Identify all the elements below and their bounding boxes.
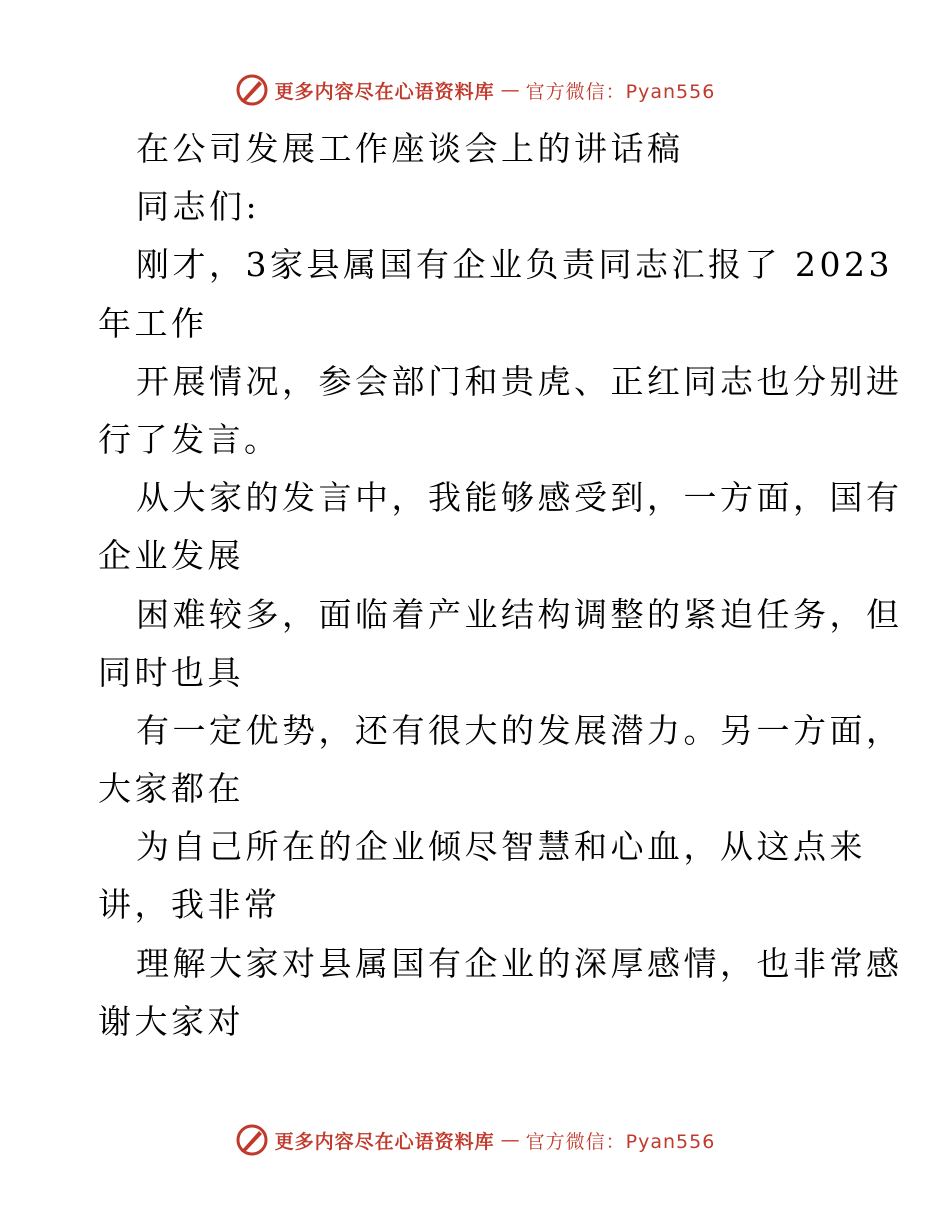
document-line: 行了发言。	[98, 419, 281, 459]
document-line: 同志们:	[136, 187, 261, 227]
document-body	[98, 120, 903, 1051]
banner-wechat: 官方微信：Pyan556	[525, 1130, 716, 1153]
document-line: 同时也具	[98, 652, 244, 692]
document-line: 企业发展	[98, 536, 244, 576]
quill-pen-circle-icon	[235, 1123, 269, 1157]
footer-banner	[0, 1120, 950, 1160]
header-banner	[0, 70, 950, 110]
document-line: 讲，我非常	[98, 885, 281, 925]
banner-title: 更多内容尽在心语资料库	[274, 1130, 495, 1153]
quill-pen-circle-icon	[235, 73, 269, 107]
document-line: 有一定优势，还有很大的发展潜力。另一方面，	[136, 710, 903, 750]
document-line: 年工作	[98, 303, 208, 343]
banner-separator: —	[500, 79, 520, 101]
banner-wechat: 官方微信：Pyan556	[525, 80, 716, 103]
document-line: 刚才，3家县属国有企业负责同志汇报了 2023	[136, 245, 893, 285]
document-line: 在公司发展工作座谈会上的讲话稿	[136, 129, 684, 168]
document-line: 困难较多，面临着产业结构调整的紧迫任务，但	[136, 594, 903, 634]
document-line: 为自己所在的企业倾尽智慧和心血，从这点来	[136, 827, 866, 867]
document-line: 大家都在	[98, 769, 244, 809]
document-line: 从大家的发言中，我能够感受到，一方面，国有	[136, 478, 903, 518]
banner-title: 更多内容尽在心语资料库	[274, 80, 495, 103]
document-line: 谢大家对	[98, 1001, 244, 1041]
banner-separator: —	[500, 1129, 520, 1151]
document-line: 理解大家对县属国有企业的深厚感情，也非常感	[136, 943, 903, 983]
document-line: 开展情况，参会部门和贵虎、正红同志也分别进	[136, 361, 903, 401]
